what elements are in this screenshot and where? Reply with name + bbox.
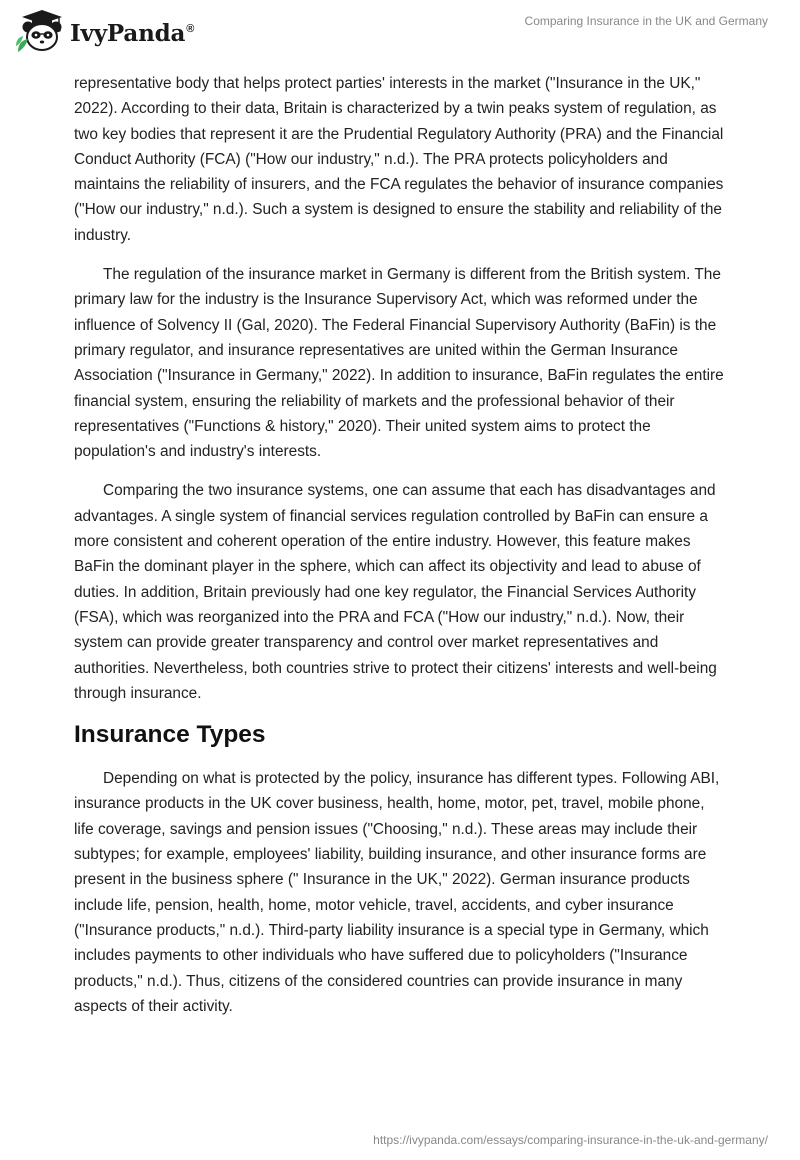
- document-title: Comparing Insurance in the UK and Germany: [524, 14, 768, 28]
- page-header: [0, 0, 800, 60]
- section-heading: Insurance Types: [74, 721, 266, 749]
- brand-logo[interactable]: [12, 8, 194, 54]
- essay-body: [74, 71, 728, 1033]
- registered-mark: ®: [186, 22, 195, 35]
- paragraph: Depending on what is protected by the policy, insurance has different types. Following ABI, insurance products in the UK cover business, health, home, motor, pet, travel, mobile phone, life coverage, savings and pension issues ("Choosing," n.d.). These areas may include their subtypes; for example, employees' liability, building insurance, and other insurance forms are present in the business sphere (" Insurance in the UK," 2022). German insurance products include life, pension, health, home, motor vehicle, travel, accidents, and cyber insurance ("Insurance products," n.d.). Third-party liability insurance is a special type in Germany, which includes payments to other individuals who have suffered due to policyholders ("Insurance products," n.d.). Thus, citizens of the considered countries can provide insurance in many aspects of their activity.: [74, 770, 720, 1015]
- panda-graduate-icon: [12, 8, 68, 54]
- paragraph: representative body that helps protect parties' interests in the market ("Insurance in the UK," 2022). According to their data, Britain is characterized by a twin peaks system of regulation, as two key bodies that represent it are the Prudential Regulatory Authority (PRA) and the Financial Conduct Authority (FCA) ("How our industry," n.d.). The PRA protects policyholders and maintains the reliability of insurers, and the FCA regulates the behavior of insurance companies ("How our industry," n.d.). Such a system is designed to ensure the stability and reliability of the industry.: [74, 75, 724, 244]
- paragraph: The regulation of the insurance market in Germany is different from the British system. The primary law for the industry is the Insurance Supervisory Act, which was reformed under the influence of Solvency II (Gal, 2020). The Federal Financial Supervisory Authority (BaFin) is the primary regulator, and insurance representatives are united within the German Insurance Association ("Insurance in Germany," 2022). In addition to insurance, BaFin regulates the entire financial system, ensuring the reliability of markets and the professional behavior of their representatives ("Functions & history," 2020). Their united system aims to protect the population's and industry's interests.: [74, 266, 724, 461]
- source-url[interactable]: https://ivypanda.com/essays/comparing-insurance-in-the-uk-and-germany/: [373, 1133, 768, 1147]
- paragraph: Comparing the two insurance systems, one can assume that each has disadvantages and advantages. A single system of financial services regulation controlled by BaFin can ensure a more consistent and coherent operation of the entire industry. However, this feature makes BaFin the dominant player in the sphere, which can affect its objectivity and lead to abuse of duties. In addition, Britain previously had one key regulator, the Financial Services Authority (FSA), which was reorganized into the PRA and FCA ("How our industry," n.d.). Now, their system can provide greater transparency and control over market representatives and authorities. Nevertheless, both countries strive to protect their citizens' interests and well-being through insurance.: [74, 482, 717, 702]
- brand-name: IvyPanda®: [70, 19, 195, 47]
